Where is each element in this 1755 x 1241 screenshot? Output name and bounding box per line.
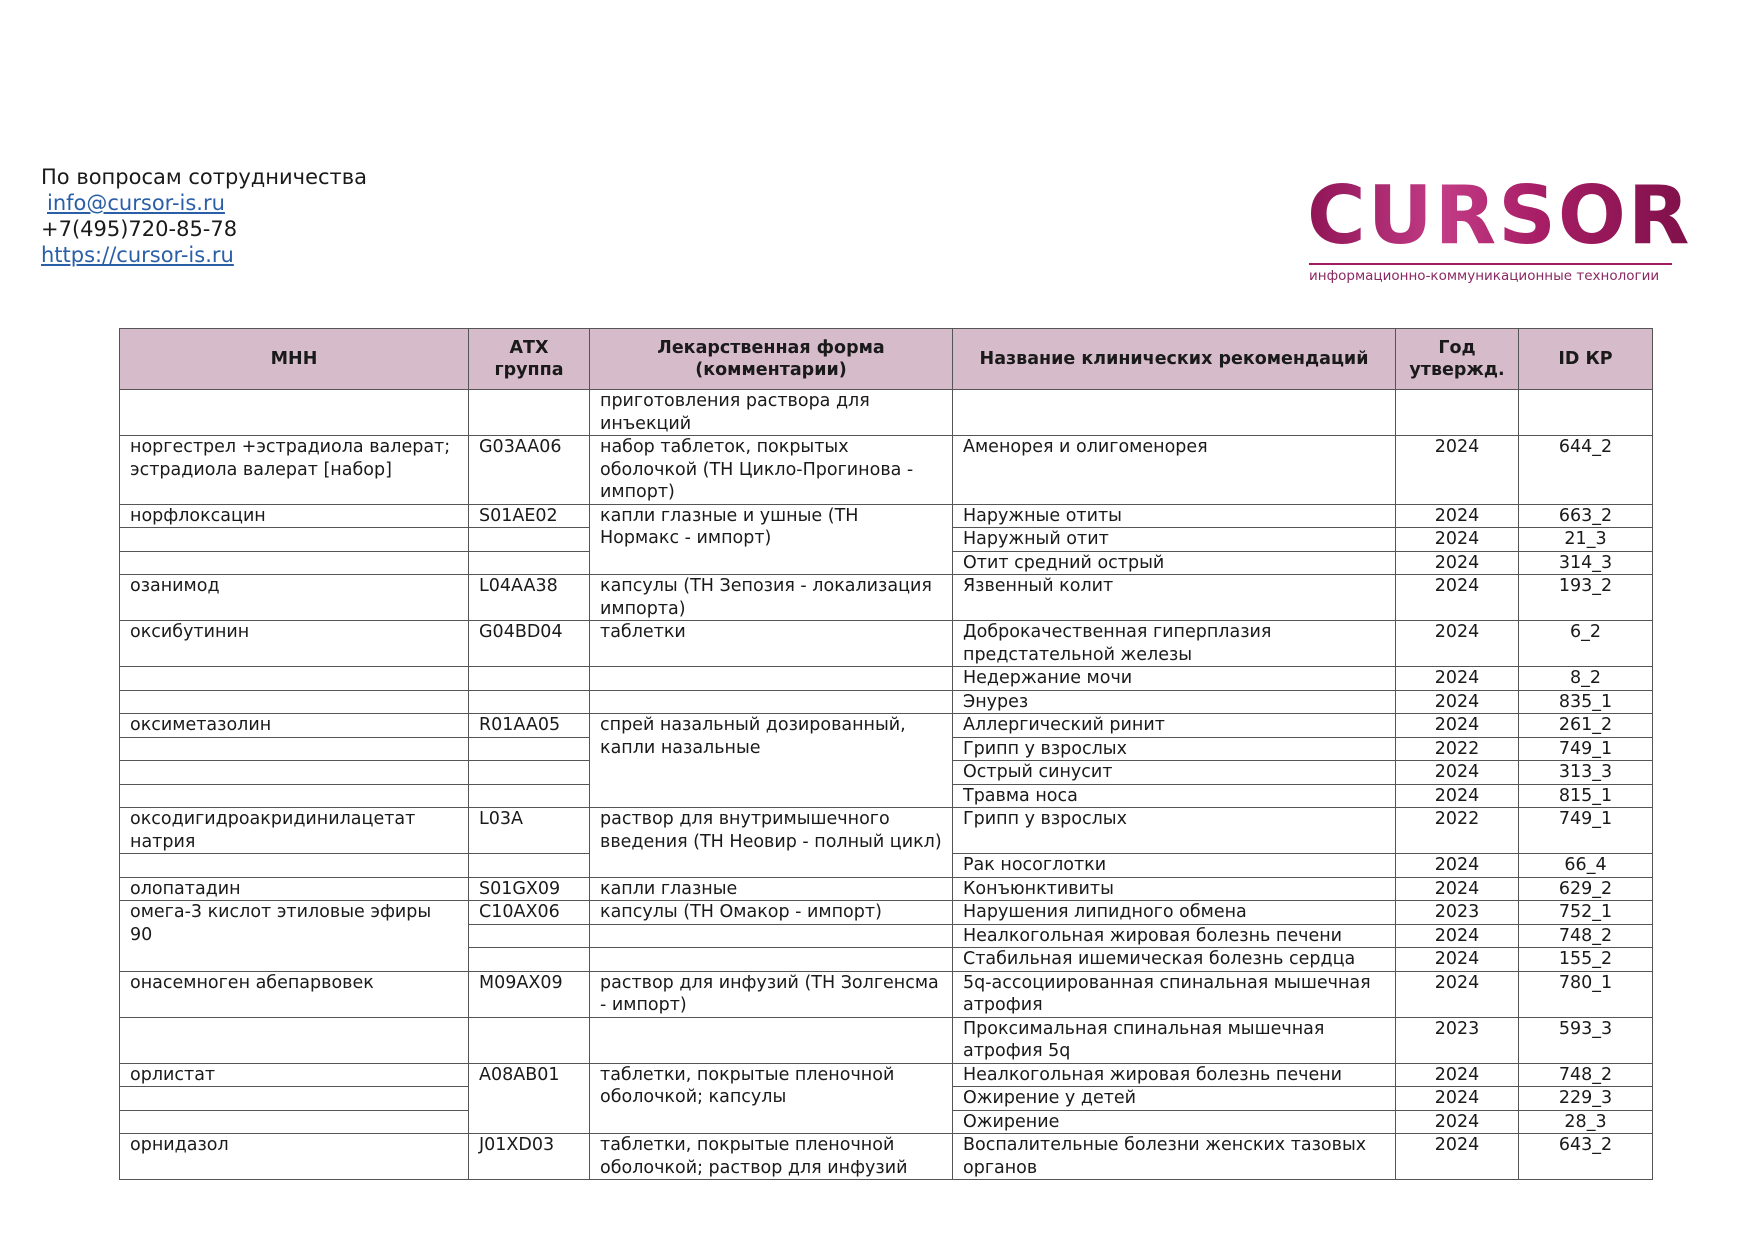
cell-id: 66_4 xyxy=(1519,854,1653,878)
cell-year: 2024 xyxy=(1396,551,1519,575)
cell-guideline: Неалкогольная жировая болезнь печени xyxy=(953,924,1396,948)
cell-guideline: Доброкачественная гиперплазия предстательной железы xyxy=(953,621,1396,667)
logo-wordmark: CURSOR xyxy=(1307,169,1692,262)
cell-form: таблетки, покрытые пленочной оболочкой; капсулы xyxy=(590,1063,953,1134)
table-row xyxy=(120,1134,1653,1180)
cell-guideline: Энурез xyxy=(953,690,1396,714)
cell-atc xyxy=(469,667,590,691)
cell-year: 2024 xyxy=(1396,504,1519,528)
cell-mnn xyxy=(120,667,469,691)
cell-mnn xyxy=(120,737,469,761)
table-row xyxy=(120,1017,1653,1063)
cell-guideline: Недержание мочи xyxy=(953,667,1396,691)
cursor-logo xyxy=(1307,169,1692,286)
cell-guideline: Наружный отит xyxy=(953,528,1396,552)
cell-form: раствор для инфузий (ТН Золгенсма - импорт) xyxy=(590,971,953,1017)
cell-atc xyxy=(469,390,590,436)
cell-mnn: оксибутинин xyxy=(120,621,469,667)
cell-year xyxy=(1396,390,1519,436)
website-link[interactable]: https://cursor-is.ru xyxy=(41,243,234,267)
table-row xyxy=(120,808,1653,854)
cell-form: раствор для внутримышечного введения (ТН Неовир - полный цикл) xyxy=(590,808,953,878)
table-row xyxy=(120,901,1653,925)
cell-guideline: Наружные отиты xyxy=(953,504,1396,528)
cell-mnn: омега-3 кислот этиловые эфиры 90 xyxy=(120,901,469,972)
cell-year: 2024 xyxy=(1396,761,1519,785)
cell-guideline: Аменорея и олигоменорея xyxy=(953,436,1396,505)
logo-rule xyxy=(1309,263,1672,265)
cell-id: 748_2 xyxy=(1519,1063,1653,1087)
cell-atc xyxy=(469,784,590,808)
contact-block xyxy=(41,164,367,268)
cell-mnn xyxy=(120,784,469,808)
table-row xyxy=(120,621,1653,667)
cell-form xyxy=(590,948,953,972)
cell-id: 644_2 xyxy=(1519,436,1653,505)
cell-guideline: Грипп у взрослых xyxy=(953,737,1396,761)
col-header-mnn: МНН xyxy=(120,329,469,390)
table-row xyxy=(120,436,1653,505)
cell-id: 752_1 xyxy=(1519,901,1653,925)
cell-atc xyxy=(469,1017,590,1063)
cell-mnn xyxy=(120,1087,469,1111)
cell-mnn: олопатадин xyxy=(120,877,469,901)
cell-mnn xyxy=(120,528,469,552)
cell-year: 2024 xyxy=(1396,1110,1519,1134)
cell-year: 2024 xyxy=(1396,784,1519,808)
cell-id: 835_1 xyxy=(1519,690,1653,714)
cell-id: 28_3 xyxy=(1519,1110,1653,1134)
cell-guideline: Острый синусит xyxy=(953,761,1396,785)
cell-id: 261_2 xyxy=(1519,714,1653,738)
table-row xyxy=(120,575,1653,621)
cell-id: 780_1 xyxy=(1519,971,1653,1017)
cell-atc: L03A xyxy=(469,808,590,854)
cell-mnn xyxy=(120,761,469,785)
cell-atc: S01AE02 xyxy=(469,504,590,528)
col-header-atc: АТХ группа xyxy=(469,329,590,390)
cell-mnn xyxy=(120,1017,469,1063)
cell-form: капли глазные xyxy=(590,877,953,901)
cell-atc xyxy=(469,854,590,878)
cell-form: приготовления раствора для инъекций xyxy=(590,390,953,436)
cell-guideline: Отит средний острый xyxy=(953,551,1396,575)
cell-mnn: орлистат xyxy=(120,1063,469,1087)
cell-id: 6_2 xyxy=(1519,621,1653,667)
cell-atc: L04AA38 xyxy=(469,575,590,621)
table-row xyxy=(120,690,1653,714)
cell-mnn: норфлоксацин xyxy=(120,504,469,528)
cell-mnn: орнидазол xyxy=(120,1134,469,1180)
cell-year: 2024 xyxy=(1396,971,1519,1017)
table-header-row xyxy=(120,329,1653,390)
logo-tagline: информационно-коммуникационные технологии xyxy=(1309,268,1660,284)
cell-atc xyxy=(469,924,590,948)
cell-mnn xyxy=(120,854,469,878)
table-row xyxy=(120,877,1653,901)
cell-atc: G03AA06 xyxy=(469,436,590,505)
cell-atc: S01GX09 xyxy=(469,877,590,901)
cell-year: 2024 xyxy=(1396,667,1519,691)
cell-atc xyxy=(469,761,590,785)
cell-atc: A08AB01 xyxy=(469,1063,590,1134)
cell-year: 2024 xyxy=(1396,1063,1519,1087)
cell-id: 229_3 xyxy=(1519,1087,1653,1111)
cell-year: 2024 xyxy=(1396,1087,1519,1111)
cell-form: капсулы (ТН Зепозия - локализация импорта) xyxy=(590,575,953,621)
cell-year: 2024 xyxy=(1396,1134,1519,1180)
cell-year: 2024 xyxy=(1396,528,1519,552)
cell-mnn: онасемноген абепарвовек xyxy=(120,971,469,1017)
cell-year: 2024 xyxy=(1396,690,1519,714)
cell-id: 193_2 xyxy=(1519,575,1653,621)
cell-year: 2024 xyxy=(1396,854,1519,878)
cell-year: 2024 xyxy=(1396,436,1519,505)
cell-id: 643_2 xyxy=(1519,1134,1653,1180)
cell-guideline: Грипп у взрослых xyxy=(953,808,1396,854)
cell-guideline: Неалкогольная жировая болезнь печени xyxy=(953,1063,1396,1087)
cell-id: 313_3 xyxy=(1519,761,1653,785)
cell-mnn: оксодигидроакридинилацетат натрия xyxy=(120,808,469,854)
cell-guideline: Рак носоглотки xyxy=(953,854,1396,878)
table-row xyxy=(120,971,1653,1017)
cell-id: 8_2 xyxy=(1519,667,1653,691)
cell-guideline xyxy=(953,390,1396,436)
cell-year: 2023 xyxy=(1396,1017,1519,1063)
cell-atc xyxy=(469,528,590,552)
cell-form xyxy=(590,667,953,691)
cell-mnn xyxy=(120,1110,469,1134)
cell-atc: M09AX09 xyxy=(469,971,590,1017)
cell-atc: G04BD04 xyxy=(469,621,590,667)
cell-id: 155_2 xyxy=(1519,948,1653,972)
email-link[interactable]: info@cursor-is.ru xyxy=(47,191,225,215)
cell-year: 2024 xyxy=(1396,924,1519,948)
cell-form: спрей назальный дозированный, капли назальные xyxy=(590,714,953,808)
cell-id: 593_3 xyxy=(1519,1017,1653,1063)
cell-id: 663_2 xyxy=(1519,504,1653,528)
cell-year: 2023 xyxy=(1396,901,1519,925)
cell-form: набор таблеток, покрытых оболочкой (ТН Цикло-Прогинова - импорт) xyxy=(590,436,953,505)
cell-id: 815_1 xyxy=(1519,784,1653,808)
table-row xyxy=(120,504,1653,528)
col-header-year: Год утвержд. xyxy=(1396,329,1519,390)
cell-guideline: Ожирение у детей xyxy=(953,1087,1396,1111)
clinical-guidelines-table xyxy=(119,328,1653,1180)
cell-atc: R01AA05 xyxy=(469,714,590,738)
cell-atc xyxy=(469,948,590,972)
col-header-id: ID КР xyxy=(1519,329,1653,390)
cell-form xyxy=(590,690,953,714)
cell-form: таблетки xyxy=(590,621,953,667)
cell-mnn xyxy=(120,390,469,436)
table-row xyxy=(120,1063,1653,1087)
cell-id xyxy=(1519,390,1653,436)
table-row xyxy=(120,667,1653,691)
cell-mnn xyxy=(120,551,469,575)
cell-year: 2024 xyxy=(1396,621,1519,667)
cell-atc: C10AX06 xyxy=(469,901,590,925)
table-row xyxy=(120,390,1653,436)
cell-mnn xyxy=(120,690,469,714)
cell-guideline: Стабильная ишемическая болезнь сердца xyxy=(953,948,1396,972)
cell-id: 629_2 xyxy=(1519,877,1653,901)
cell-atc xyxy=(469,737,590,761)
cell-guideline: 5q-ассоциированная спинальная мышечная атрофия xyxy=(953,971,1396,1017)
cell-year: 2022 xyxy=(1396,808,1519,854)
phone-number: +7(495)720-85-78 xyxy=(41,217,238,241)
cell-mnn: оксиметазолин xyxy=(120,714,469,738)
col-header-guideline: Название клинических рекомендаций xyxy=(953,329,1396,390)
cell-guideline: Язвенный колит xyxy=(953,575,1396,621)
cell-atc xyxy=(469,690,590,714)
cell-year: 2024 xyxy=(1396,877,1519,901)
cell-atc xyxy=(469,551,590,575)
cell-guideline: Конъюнктивиты xyxy=(953,877,1396,901)
cell-id: 748_2 xyxy=(1519,924,1653,948)
cell-id: 314_3 xyxy=(1519,551,1653,575)
cell-guideline: Проксимальная спинальная мышечная атрофия 5q xyxy=(953,1017,1396,1063)
col-header-form: Лекарственная форма (комментарии) xyxy=(590,329,953,390)
cell-year: 2024 xyxy=(1396,948,1519,972)
cell-form xyxy=(590,1017,953,1063)
cell-form: капли глазные и ушные (ТН Нормакс - импорт) xyxy=(590,504,953,575)
cell-form xyxy=(590,924,953,948)
cell-id: 749_1 xyxy=(1519,737,1653,761)
table-row xyxy=(120,714,1653,738)
cell-atc: J01XD03 xyxy=(469,1134,590,1180)
cell-guideline: Аллергический ринит xyxy=(953,714,1396,738)
cell-guideline: Травма носа xyxy=(953,784,1396,808)
cell-guideline: Нарушения липидного обмена xyxy=(953,901,1396,925)
contact-caption: По вопросам сотрудничества xyxy=(41,165,368,189)
cell-guideline: Воспалительные болезни женских тазовых органов xyxy=(953,1134,1396,1180)
cell-year: 2022 xyxy=(1396,737,1519,761)
cell-form: капсулы (ТН Омакор - импорт) xyxy=(590,901,953,925)
cell-year: 2024 xyxy=(1396,575,1519,621)
cell-id: 749_1 xyxy=(1519,808,1653,854)
cell-mnn: норгестрел +эстрадиола валерат; эстрадиола валерат [набор] xyxy=(120,436,469,505)
cell-id: 21_3 xyxy=(1519,528,1653,552)
cell-year: 2024 xyxy=(1396,714,1519,738)
cell-mnn: озанимод xyxy=(120,575,469,621)
cell-guideline: Ожирение xyxy=(953,1110,1396,1134)
cell-form: таблетки, покрытые пленочной оболочкой; раствор для инфузий xyxy=(590,1134,953,1180)
